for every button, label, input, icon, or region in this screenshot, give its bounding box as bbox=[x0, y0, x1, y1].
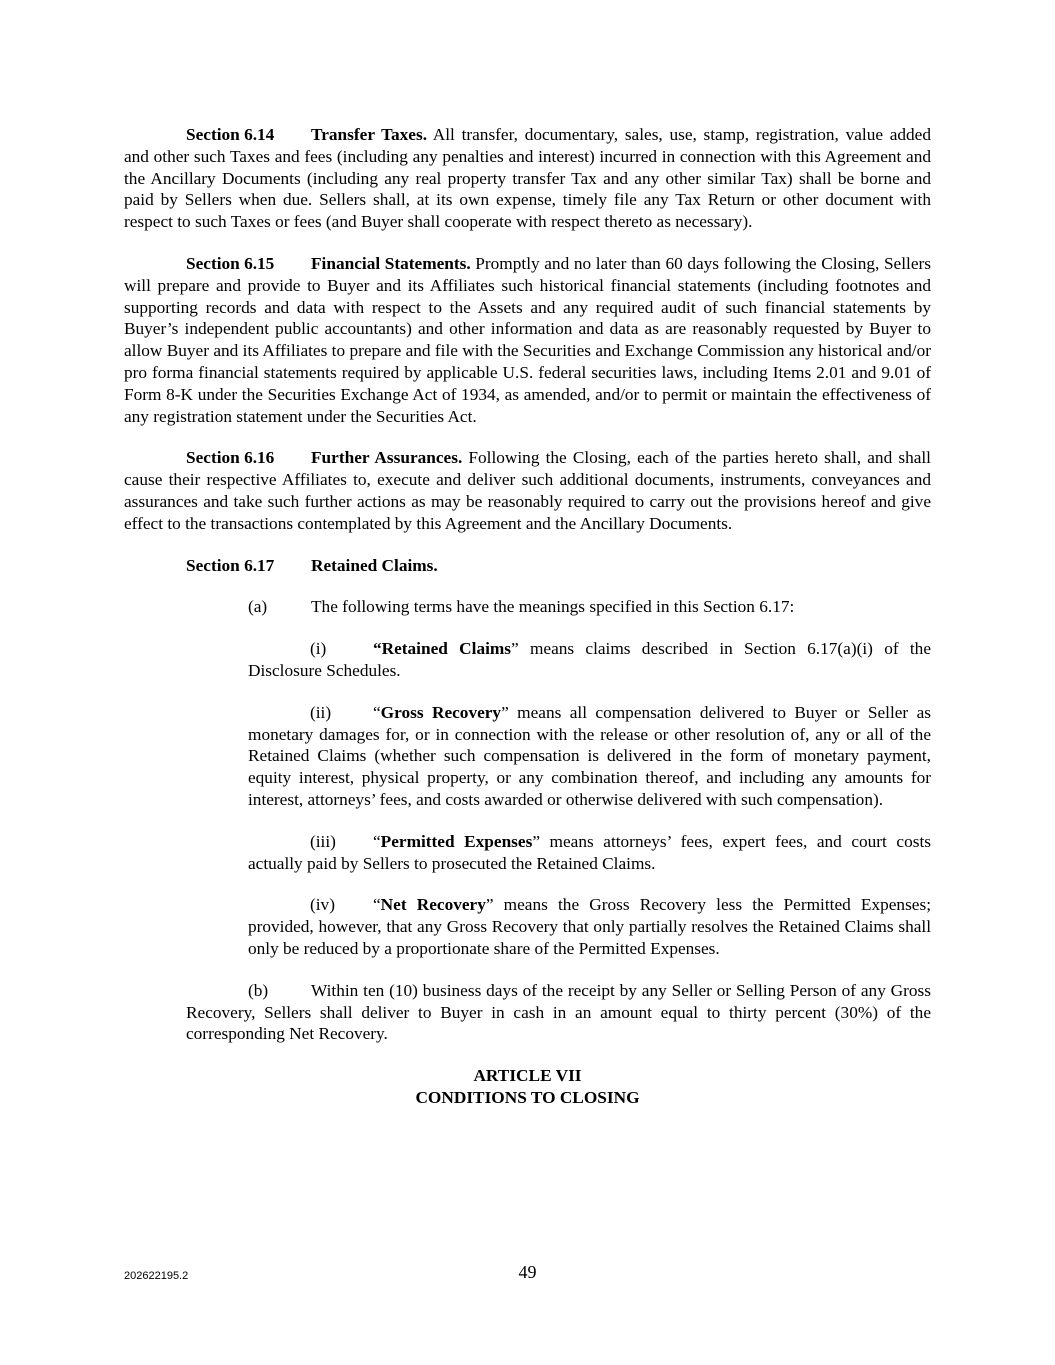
section-text: Promptly and no later than 60 days following the Closing, Sellers will prepare and provide to Buyer and its Affiliates such historical financial statements (including footnotes and supporting records and data with respect to the Assets and any required audit of such financial statements by Buyer’s independent public accountants) and other information and data as are reasonably requested by Buyer to allow Buyer and its Affiliates to prepare and file with the Securities and Exchange Commission any historical and/or pro forma financial statements required by applicable U.S. federal securities laws, including Items 2.01 and 9.01 of Form 8-K under the Securities Exchange Act of 1934, as amended, and/or to permit or maintain the effectiveness of any registration statement under the Securities Act. bbox=[124, 253, 931, 426]
section-6-17-heading bbox=[124, 555, 931, 577]
section-title: Transfer Taxes. bbox=[311, 125, 428, 144]
defined-term: “Retained Claims bbox=[373, 639, 512, 659]
open-quote: “ bbox=[373, 702, 381, 722]
subsection-label: (a) bbox=[248, 597, 268, 617]
section-text: Following the Closing, each of the parties hereto shall, and shall cause their respective Affiliates to, execute and deliver such additional documents, instruments, conveyances and assurances and take such further actions as may be reasonably required to carry out the provisions hereof and give effect to the transactions contemplated by this Agreement and the Ancillary Documents. bbox=[124, 448, 931, 533]
section-number: Section 6.16 bbox=[186, 448, 275, 468]
page-number: 49 bbox=[518, 1262, 537, 1282]
section-number: Section 6.17 bbox=[186, 555, 275, 575]
defined-term: Permitted Expenses bbox=[380, 831, 533, 851]
section-text: All transfer, documentary, sales, use, stamp, registration, value added and other such Taxes and fees (including any penalties and interest) incurred in connection with this Agreement and the Ancillary Documents (including any real property transfer Tax and any other similar Tax) shall be borne and paid by Sellers when due. Sellers shall, at its own expense, timely file any Tax Return or other document with respect to such Taxes or fees (and Buyer shall cooperate with respect thereto as necessary). bbox=[124, 125, 931, 232]
document-id: 202622195.2 bbox=[124, 1270, 189, 1282]
defined-term: Gross Recovery bbox=[380, 702, 502, 722]
article-title: CONDITIONS TO CLOSING bbox=[415, 1087, 640, 1107]
definition-text: ” means all compensation delivered to Buyer or Seller as monetary damages for, or in connection with the release or other resolution of, any or all of the Retained Claims (whether such compensation is delivered in the form of monetary payment, equity interest, physical property, or any combination thereof, and including any amounts for interest, attorneys’ fees, and costs awarded or otherwise delivered with such compensation). bbox=[248, 702, 931, 809]
definition-permitted-expenses bbox=[248, 831, 931, 875]
section-number: Section 6.14 bbox=[186, 125, 275, 144]
definition-text: ” means attorneys’ fees, expert fees, and court costs actually paid by Sellers to prosecuted the Retained Claims. bbox=[248, 831, 931, 873]
section-number: Section 6.15 bbox=[186, 253, 275, 273]
section-6-15 bbox=[124, 253, 931, 427]
section-6-16 bbox=[124, 447, 931, 534]
section-title: Financial Statements. bbox=[311, 253, 471, 273]
open-quote: “ bbox=[373, 831, 381, 851]
subsection-label: (b) bbox=[248, 980, 269, 1000]
definition-text: ” means claims described in Section 6.17(a)(i) of the Disclosure Schedules. bbox=[248, 639, 931, 680]
definition-gross-recovery bbox=[248, 702, 931, 811]
definition-text: ” means the Gross Recovery less the Permitted Expenses; provided, however, that any Gross Recovery that only partially resolves the Retained Claims shall only be reduced by a proportionate share of the Permitted Expenses. bbox=[248, 895, 931, 958]
section-title: Retained Claims. bbox=[311, 555, 438, 575]
subsection-b bbox=[186, 980, 931, 1045]
article-number: ARTICLE VII bbox=[473, 1066, 582, 1086]
defined-term: Net Recovery bbox=[380, 895, 486, 915]
section-title: Further Assurances. bbox=[311, 448, 463, 468]
definition-retained-claims bbox=[248, 638, 931, 682]
clause-label: (iii) bbox=[310, 831, 336, 851]
subsection-a bbox=[186, 596, 931, 618]
clause-label: (iv) bbox=[310, 895, 335, 915]
open-quote: “ bbox=[373, 895, 381, 915]
subsection-text: Within ten (10) business days of the receipt by any Seller or Selling Person of any Gross Recovery, Sellers shall deliver to Buyer in cash in an amount equal to thirty percent (30%) of the corresponding Net Recovery. bbox=[186, 980, 931, 1044]
definition-net-recovery bbox=[248, 894, 931, 959]
clause-label: (ii) bbox=[310, 702, 332, 722]
section-6-14 bbox=[124, 124, 931, 233]
subsection-text: The following terms have the meanings specified in this Section 6.17: bbox=[311, 597, 795, 617]
document-page bbox=[124, 124, 931, 1109]
clause-label: (i) bbox=[310, 639, 327, 659]
